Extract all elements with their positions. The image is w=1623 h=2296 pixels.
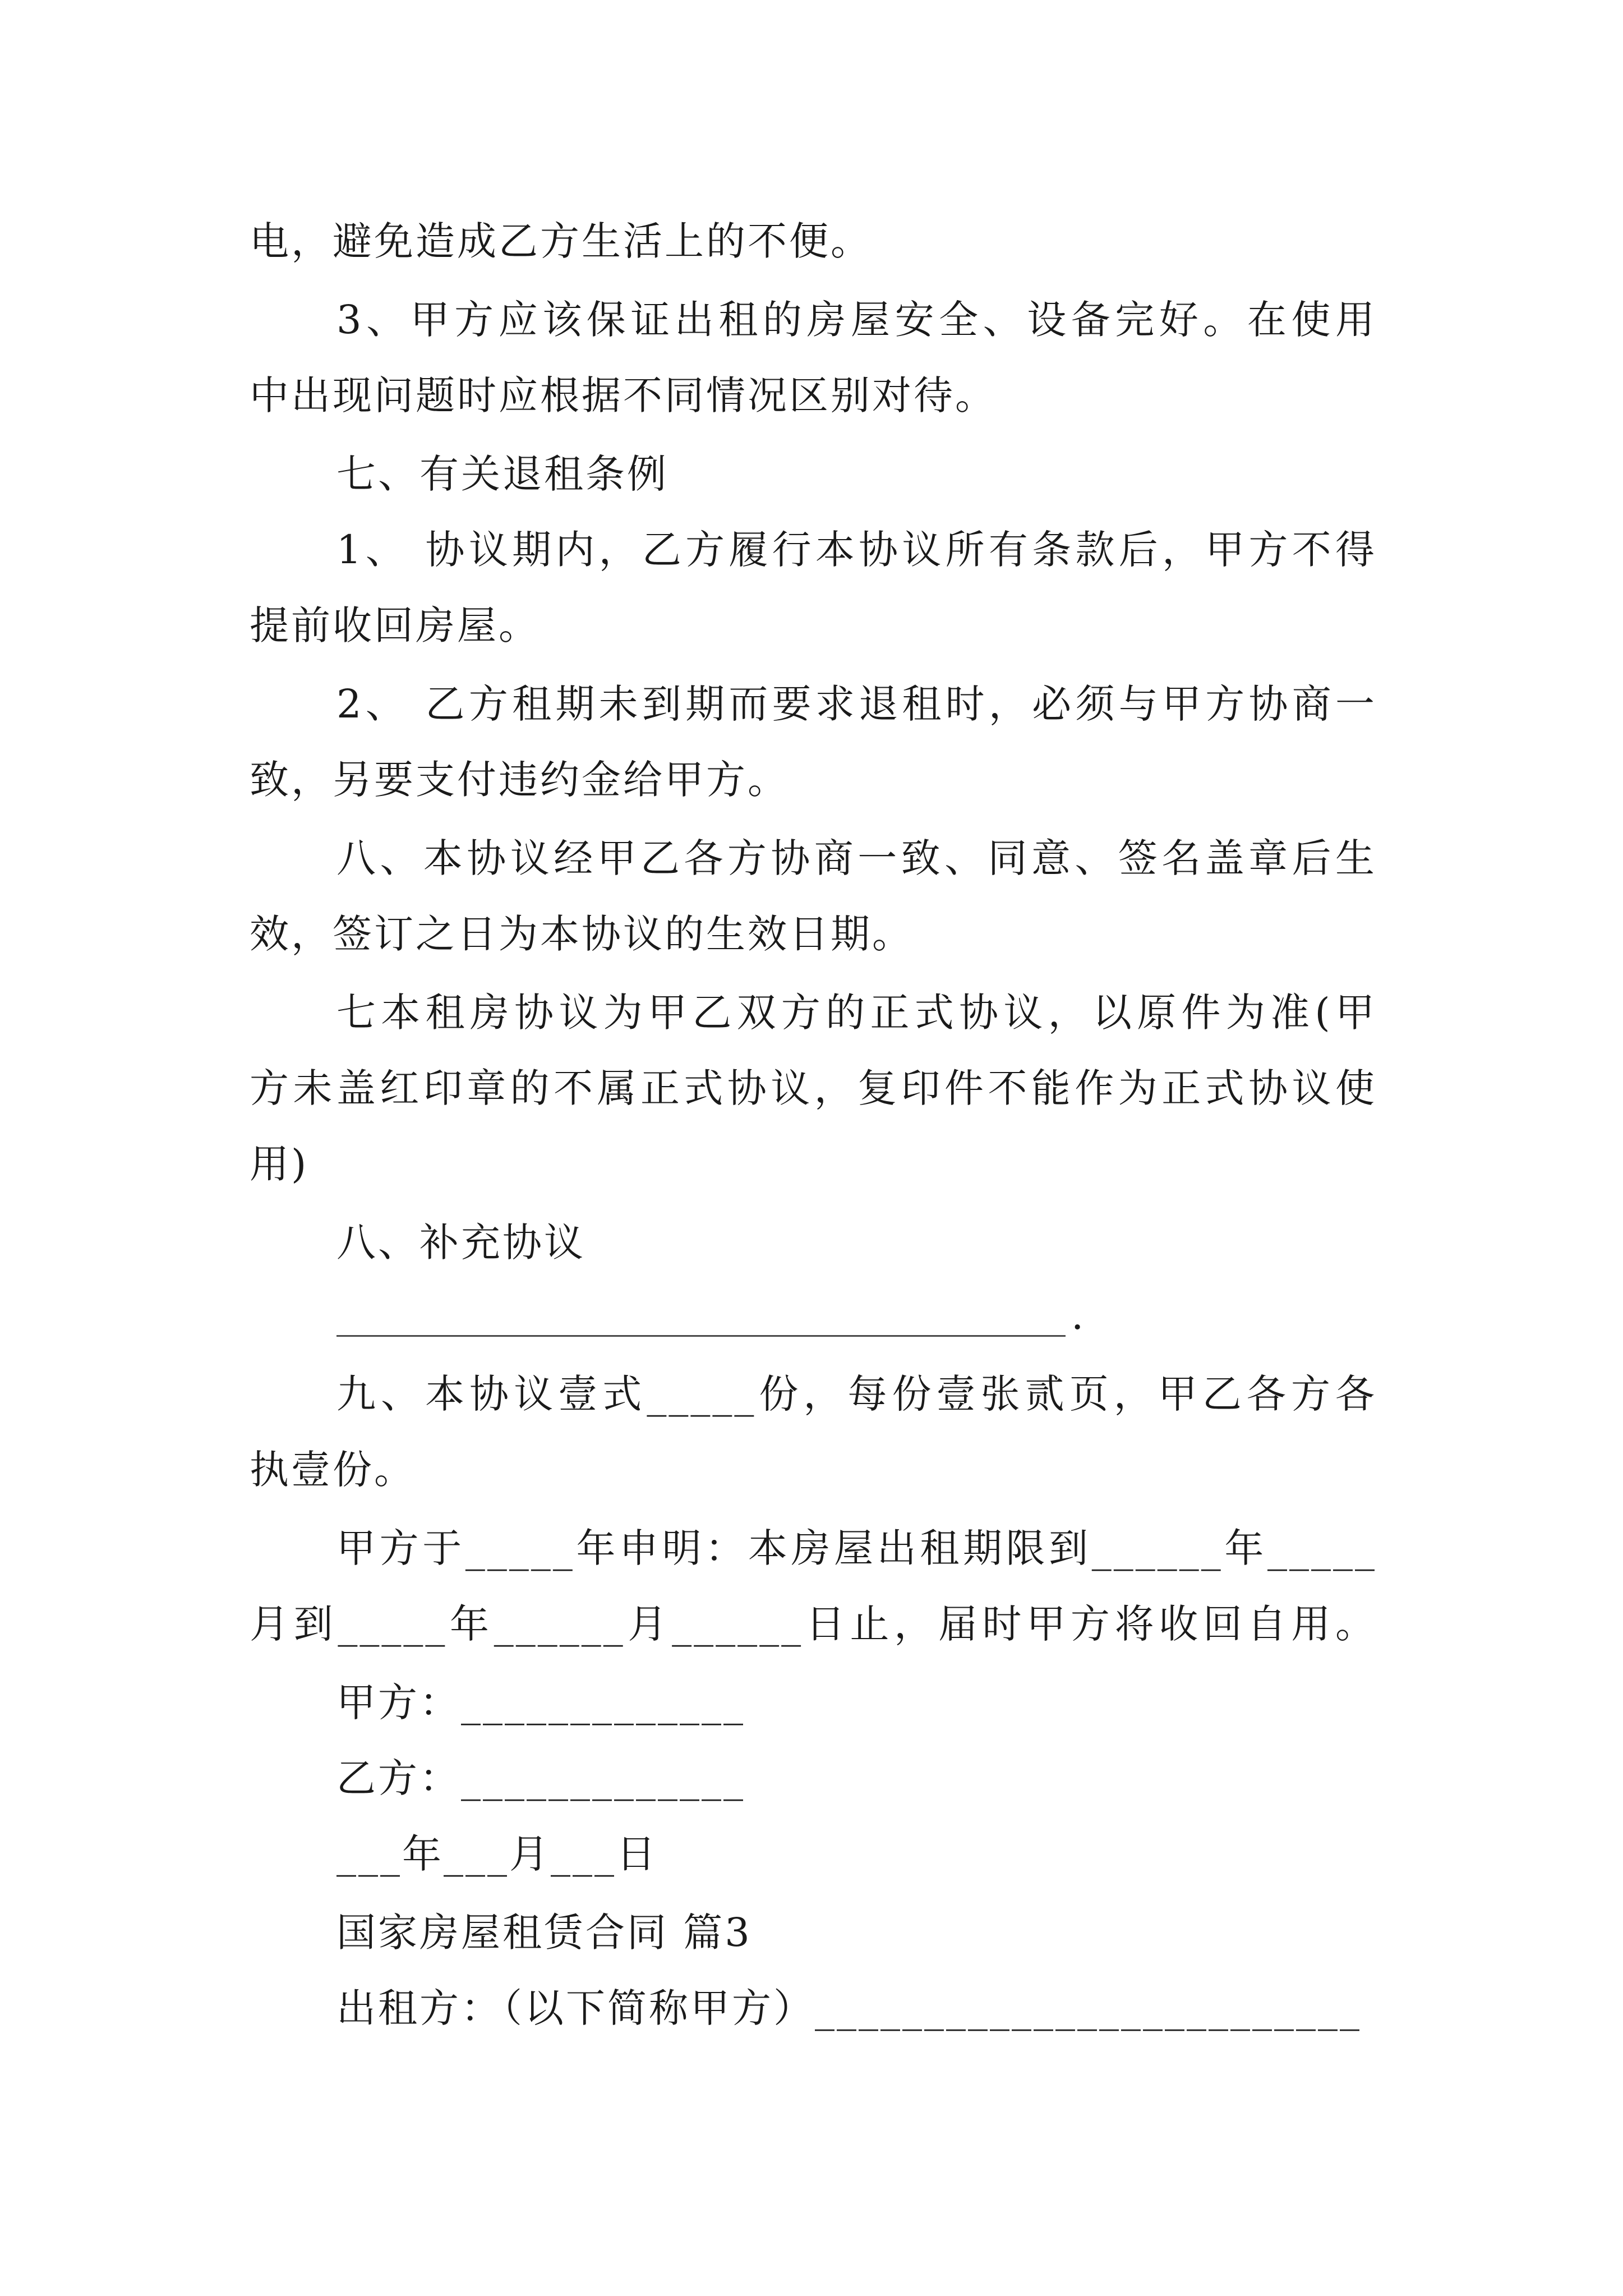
paragraph-line: 月到_____年______月______日止，届时甲方将收回自用。: [250, 1601, 1377, 1647]
paragraph-line: 2、 乙方租期未到期而要求退租时，必须与甲方协商一: [336, 681, 1377, 727]
party-b-signature: 乙方：_____________: [336, 1755, 745, 1801]
contract-title: 国家房屋租赁合同 篇3: [336, 1910, 752, 1955]
paragraph-line: 效，签订之日为本协议的生效日期。: [250, 911, 914, 957]
paragraph-line: 提前收回房屋。: [250, 602, 540, 648]
supplement-end-dot: .: [1071, 1292, 1084, 1338]
section-heading: 八、补充协议: [336, 1220, 585, 1266]
paragraph-line: 致，另要支付违约金给甲方。: [250, 757, 789, 803]
paragraph-line: 用): [250, 1141, 309, 1187]
paragraph-line: 3、甲方应该保证出租的房屋安全、设备完好。在使用: [336, 297, 1377, 343]
paragraph-line: 八、本协议经甲乙各方协商一致、同意、签名盖章后生: [336, 835, 1377, 881]
paragraph-line: 执壹份。: [250, 1447, 416, 1493]
paragraph-line: 中出现问题时应根据不同情况区别对待。: [250, 372, 997, 418]
paragraph-line: 电，避免造成乙方生活上的不便。: [250, 218, 872, 264]
date-line: ___年___月___日: [336, 1831, 658, 1877]
section-heading: 七、有关退租条例: [336, 451, 668, 497]
party-a-signature: 甲方：_____________: [336, 1680, 745, 1726]
paragraph-line: 1、 协议期内，乙方履行本协议所有条款后，甲方不得: [336, 527, 1377, 573]
paragraph-line: 九、本协议壹式_____份，每份壹张贰页，甲乙各方各: [336, 1371, 1377, 1417]
paragraph-line: 方未盖红印章的不属正式协议，复印件不能作为正式协议使: [250, 1065, 1377, 1111]
supplement-blank: [336, 1335, 1066, 1337]
lessor-line: 出租方：（以下简称甲方）_________________________: [336, 1985, 1362, 2031]
paragraph-line: 七本租房协议为甲乙双方的正式协议，以原件为准(甲: [336, 990, 1377, 1036]
paragraph-line: 甲方于_____年申明：本房屋出租期限到______年_____: [336, 1525, 1377, 1571]
